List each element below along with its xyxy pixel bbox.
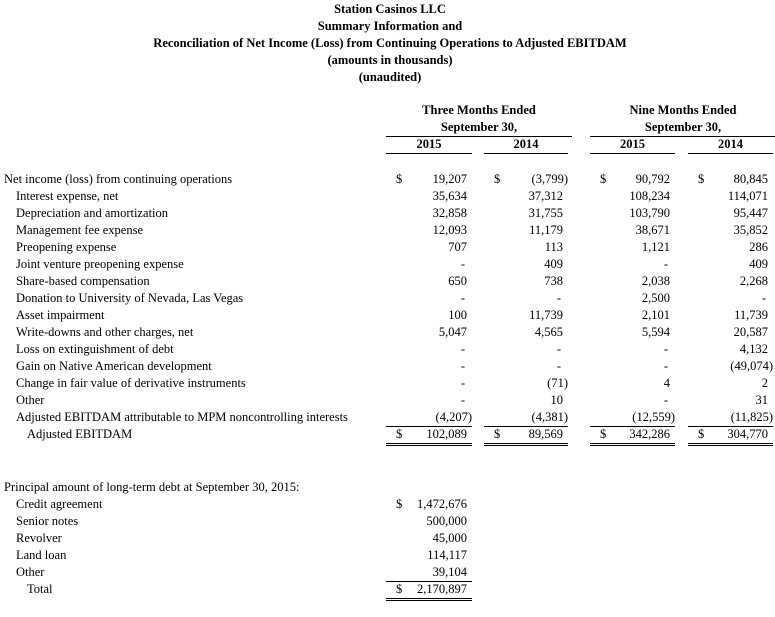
cell-value: - (663, 342, 668, 356)
cell-value: 650 (448, 274, 467, 288)
report-audit-note: (unaudited) (358, 70, 422, 84)
cell-value: 95,447 (733, 206, 768, 220)
row-label: Write-downs and other charges, net (16, 325, 194, 339)
table-row (0, 205, 775, 222)
cell-value: 31,755 (528, 206, 563, 220)
cell-value: (4,381) (531, 410, 568, 424)
currency-symbol: $ (494, 427, 501, 441)
cell-value: 707 (448, 240, 467, 254)
total-row (0, 426, 775, 443)
cell-value: - (556, 342, 561, 356)
cell-value: 1,121 (641, 240, 670, 254)
debt-label: Other (16, 565, 45, 579)
table-row (0, 273, 775, 290)
cell-value: 113 (544, 240, 563, 254)
cell-value: - (460, 376, 465, 390)
debt-value: 45,000 (432, 531, 467, 545)
cell-value: 2,101 (641, 308, 670, 322)
header-nine-months-period: September 30, (644, 120, 722, 134)
debt-value: 500,000 (426, 514, 467, 528)
debt-label: Credit agreement (16, 497, 103, 511)
table-row (0, 358, 775, 375)
debt-value: 114,117 (427, 548, 467, 562)
debt-label: Total (27, 582, 53, 596)
row-label: Asset impairment (16, 308, 105, 322)
cell-value: 738 (544, 274, 563, 288)
row-label: Adjusted EBITDAM (27, 427, 133, 441)
cell-value: - (460, 257, 465, 271)
cell-value: (49,074) (730, 359, 773, 373)
cell-value: 32,858 (432, 206, 467, 220)
currency-symbol: $ (698, 427, 705, 441)
cell-value: 409 (544, 257, 563, 271)
debt-heading: Principal amount of long-term debt at September 30, 2015: (4, 480, 300, 494)
cell-value: 4,132 (739, 342, 768, 356)
cell-value: (12,559) (632, 410, 675, 424)
cell-value: 80,845 (733, 172, 768, 186)
cell-value: - (663, 257, 668, 271)
year-underline (386, 153, 472, 154)
header-three-months: Three Months Ended (422, 103, 536, 117)
column-year: 2015 (620, 137, 645, 151)
cell-value: 2,500 (641, 291, 670, 305)
cell-value: 11,179 (529, 223, 563, 237)
row-label: Adjusted EBITDAM attributable to MPM noncontrolling interests (16, 410, 348, 424)
debt-row (0, 564, 775, 581)
header-three-months-period: September 30, (440, 120, 518, 134)
cell-value: - (761, 291, 766, 305)
cell-value: - (460, 393, 465, 407)
debt-value: 39,104 (432, 565, 467, 579)
cell-value: 2,038 (641, 274, 670, 288)
year-underline (688, 153, 773, 154)
total-double-line (484, 443, 568, 446)
table-row (0, 290, 775, 307)
row-label: Other (16, 393, 45, 407)
subtotal-line (484, 426, 568, 427)
debt-row (0, 513, 775, 530)
currency-symbol: $ (600, 427, 607, 441)
report-subtitle: Summary Information and (317, 19, 463, 33)
debt-label: Senior notes (16, 514, 79, 528)
table-row (0, 392, 775, 409)
cell-value: 100 (448, 308, 467, 322)
debt-label: Revolver (16, 531, 62, 545)
cell-value: (71) (547, 376, 568, 390)
cell-value: 12,093 (432, 223, 467, 237)
cell-value: 11,739 (529, 308, 563, 322)
debt-row (0, 547, 775, 564)
table-row (0, 239, 775, 256)
cell-value: 2,268 (739, 274, 768, 288)
header-nine-months: Nine Months Ended (629, 103, 737, 117)
cell-value: (4,207) (435, 410, 472, 424)
currency-symbol: $ (698, 172, 705, 186)
cell-value: - (460, 291, 465, 305)
row-label: Management fee expense (16, 223, 144, 237)
cell-value: 90,792 (635, 172, 670, 186)
total-double-line (688, 443, 773, 446)
row-label: Change in fair value of derivative instruments (16, 376, 246, 390)
cell-value: - (556, 359, 561, 373)
cell-value: 2 (761, 376, 768, 390)
row-label: Joint venture preopening expense (16, 257, 184, 271)
debt-value: 2,170,897 (417, 582, 467, 596)
cell-value: - (663, 359, 668, 373)
table-row (0, 324, 775, 341)
row-label: Interest expense, net (16, 189, 119, 203)
table-row (0, 171, 775, 188)
subtotal-line (386, 581, 472, 582)
cell-value: - (556, 291, 561, 305)
cell-value: 4,565 (534, 325, 563, 339)
cell-value: 409 (749, 257, 768, 271)
cell-value: 37,312 (528, 189, 563, 203)
report-company: Station Casinos LLC (334, 2, 446, 16)
row-label: Loss on extinguishment of debt (16, 342, 174, 356)
table-row (0, 341, 775, 358)
total-double-line (590, 443, 675, 446)
cell-value: 31 (755, 393, 768, 407)
column-year: 2014 (513, 137, 539, 151)
cell-value: 89,569 (528, 427, 563, 441)
row-label: Gain on Native American development (16, 359, 212, 373)
report-title: Reconciliation of Net Income (Loss) from Continuing Operations to Adjusted EBITDAM (153, 36, 627, 50)
currency-symbol: $ (600, 172, 607, 186)
cell-value: 35,852 (733, 223, 768, 237)
cell-value: 5,047 (438, 325, 467, 339)
currency-symbol: $ (396, 497, 403, 511)
cell-value: 4 (663, 376, 670, 390)
table-row (0, 256, 775, 273)
cell-value: 38,671 (635, 223, 670, 237)
cell-value: 342,286 (629, 427, 670, 441)
debt-value: 1,472,676 (417, 497, 467, 511)
currency-symbol: $ (396, 172, 403, 186)
cell-value: 304,770 (727, 427, 768, 441)
cell-value: 19,207 (432, 172, 467, 186)
subtotal-line (688, 426, 773, 427)
subtotal-line (590, 426, 675, 427)
year-underline (590, 153, 675, 154)
cell-value: 286 (749, 240, 768, 254)
debt-row (0, 496, 775, 513)
column-year: 2015 (416, 137, 442, 151)
table-row (0, 409, 775, 426)
currency-symbol: $ (396, 582, 403, 596)
cell-value: (11,825) (730, 410, 773, 424)
debt-label: Land loan (16, 548, 67, 562)
subtotal-line (386, 426, 472, 427)
cell-value: (3,799) (531, 172, 568, 186)
cell-value: 108,234 (629, 189, 670, 203)
debt-total-row (0, 581, 775, 598)
cell-value: 5,594 (641, 325, 670, 339)
row-label: Depreciation and amortization (16, 206, 169, 220)
table-row (0, 222, 775, 239)
cell-value: 102,089 (426, 427, 467, 441)
currency-symbol: $ (396, 427, 403, 441)
cell-value: - (663, 393, 668, 407)
cell-value: 10 (550, 393, 563, 407)
currency-symbol: $ (494, 172, 501, 186)
debt-row (0, 530, 775, 547)
cell-value: 11,739 (734, 308, 768, 322)
cell-value: - (460, 359, 465, 373)
cell-value: 35,634 (432, 189, 467, 203)
table-row (0, 307, 775, 324)
year-underline (484, 153, 568, 154)
total-double-line (386, 443, 472, 446)
table-row (0, 375, 775, 392)
debt-heading-row (0, 479, 775, 496)
cell-value: 20,587 (733, 325, 768, 339)
cell-value: 114,071 (727, 189, 768, 203)
table-row (0, 188, 775, 205)
total-double-line (386, 598, 472, 601)
row-label: Donation to University of Nevada, Las Vegas (16, 291, 244, 305)
row-label: Net income (loss) from continuing operations (4, 172, 233, 186)
cell-value: 103,790 (629, 206, 670, 220)
report-units: (amounts in thousands) (327, 53, 453, 67)
row-label: Preopening expense (16, 240, 117, 254)
cell-value: - (460, 342, 465, 356)
row-label: Share-based compensation (16, 274, 150, 288)
column-year: 2014 (718, 137, 743, 151)
